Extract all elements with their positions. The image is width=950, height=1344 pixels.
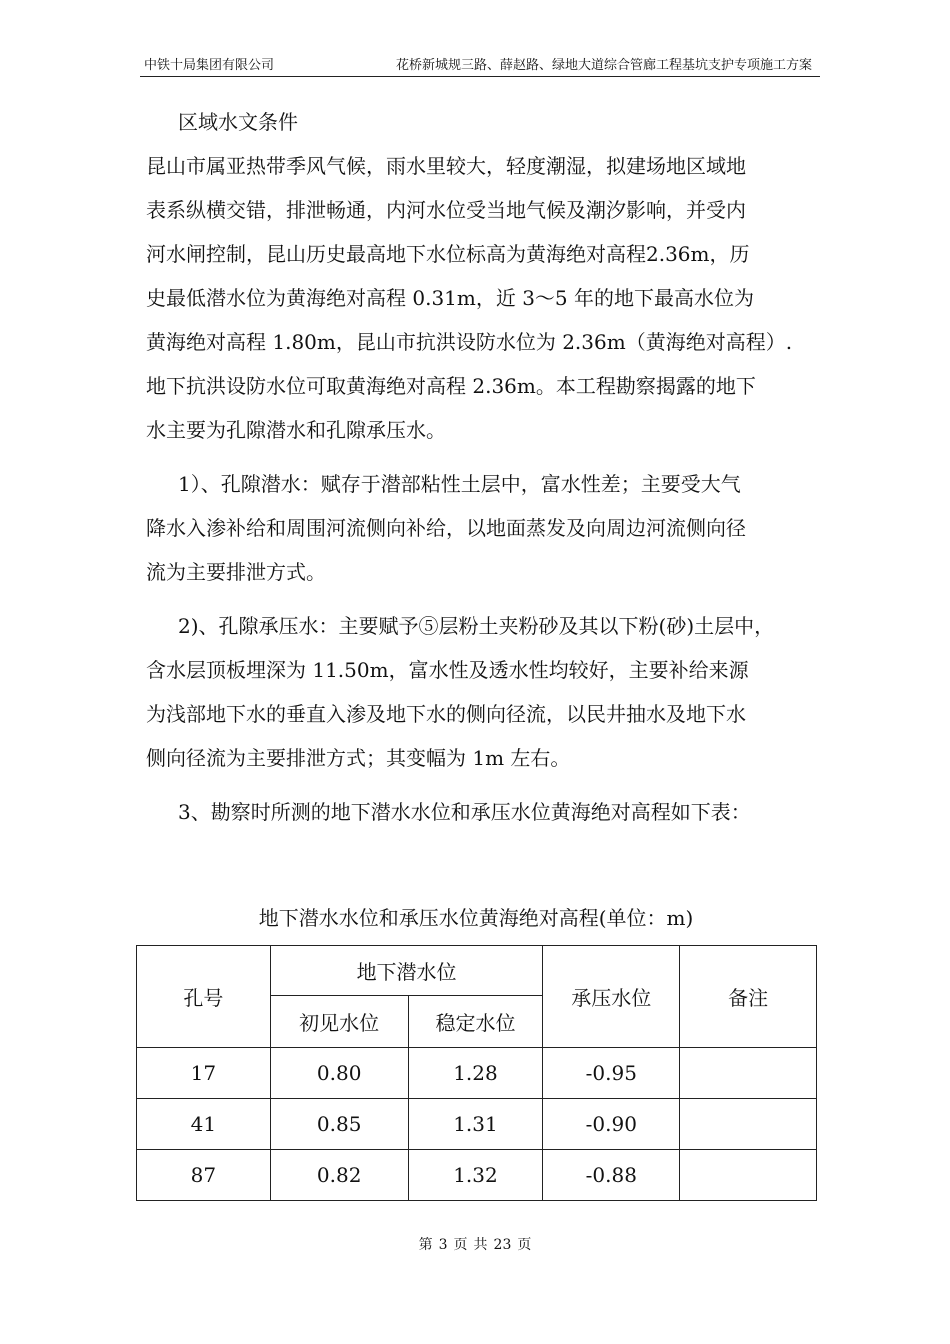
header-company: 中铁十局集团有限公司 xyxy=(144,58,275,73)
cell-hole: 87 xyxy=(137,1150,271,1201)
paragraph-line: 地下抗洪设防水位可取黄海绝对高程 2.36m。本工程勘察揭露的地下 xyxy=(146,374,756,398)
paragraph-line: 2)、孔隙承压水：主要赋予⑤层粉土夹粉砂及其以下粉(砂)土层中， xyxy=(178,614,775,638)
paragraph-phreatic-water xyxy=(146,462,822,594)
header-confined-level: 承压水位 xyxy=(543,946,680,1048)
footer-total-pages: 23 xyxy=(493,1237,512,1253)
cell-remark xyxy=(680,1048,817,1099)
paragraph-line: 河水闸控制，昆山历史最高地下水位标高为黄海绝对高程2.36m，历 xyxy=(146,242,750,266)
paragraph-line: 流为主要排泄方式。 xyxy=(146,560,326,584)
section-title: 区域水文条件 xyxy=(178,110,298,134)
footer-ye: 页 xyxy=(453,1237,468,1253)
header-remark: 备注 xyxy=(680,946,817,1048)
paragraph-line: 1）、孔隙潜水：赋存于潜部粘性土层中，富水性差；主要受大气 xyxy=(178,472,741,496)
cell-stable: 1.31 xyxy=(408,1099,543,1150)
table-row xyxy=(137,1048,817,1099)
paragraph-line: 表系纵横交错，排泄畅通，内河水位受当地气候及潮汐影响，并受内 xyxy=(146,198,746,222)
paragraph-line: 降水入渗补给和周围河流侧向补给，以地面蒸发及向周边河流侧向径 xyxy=(146,516,746,540)
cell-confined: -0.90 xyxy=(543,1099,680,1150)
paragraph-line: 含水层顶板埋深为 11.50m，富水性及透水性均较好，主要补给来源 xyxy=(146,658,749,682)
document-body xyxy=(146,100,822,834)
footer-ye2: 页 xyxy=(517,1237,532,1253)
header-stable-level: 稳定水位 xyxy=(408,996,543,1048)
table-header-row xyxy=(137,946,817,996)
table-row xyxy=(137,1150,817,1201)
cell-hole: 17 xyxy=(137,1048,271,1099)
water-level-table xyxy=(136,945,817,1201)
page-header xyxy=(140,56,820,77)
cell-confined: -0.95 xyxy=(543,1048,680,1099)
header-project-title: 花桥新城规三路、薛赵路、绿地大道综合管廊工程基坑支护专项施工方案 xyxy=(395,58,812,73)
cell-initial: 0.82 xyxy=(270,1150,408,1201)
cell-stable: 1.32 xyxy=(408,1150,543,1201)
header-hole-number: 孔号 xyxy=(137,946,271,1048)
paragraph-line: 水主要为孔隙潜水和孔隙承压水。 xyxy=(146,418,446,442)
table-title: 地下潜水水位和承压水位黄海绝对高程(单位：m) xyxy=(258,906,694,930)
paragraph-line: 史最低潜水位为黄海绝对高程 0.31m，近 3～5 年的地下最高水位为 xyxy=(146,286,755,310)
paragraph-line: 昆山市属亚热带季风气候，雨水里较大，轻度潮湿，拟建场地区域地 xyxy=(146,154,746,178)
page-footer xyxy=(0,1234,950,1254)
cell-initial: 0.80 xyxy=(270,1048,408,1099)
paragraph-line: 3、勘察时所测的地下潜水水位和承压水位黄海绝对高程如下表： xyxy=(178,800,751,824)
paragraph-line: 为浅部地下水的垂直入渗及地下水的侧向径流，以民井抽水及地下水 xyxy=(146,702,746,726)
cell-hole: 41 xyxy=(137,1099,271,1150)
paragraph-confined-water xyxy=(146,604,822,780)
paragraph-measurement-intro xyxy=(146,790,822,834)
cell-remark xyxy=(680,1099,817,1150)
header-initial-level: 初见水位 xyxy=(270,996,408,1048)
cell-initial: 0.85 xyxy=(270,1099,408,1150)
footer-gong: 共 xyxy=(473,1237,488,1253)
paragraph-line: 黄海绝对高程 1.80m，昆山市抗洪设防水位为 2.36m（黄海绝对高程）. xyxy=(146,330,793,354)
footer-di: 第 xyxy=(418,1237,433,1253)
table-row xyxy=(137,1099,817,1150)
cell-confined: -0.88 xyxy=(543,1150,680,1201)
cell-stable: 1.28 xyxy=(408,1048,543,1099)
footer-page-number: 3 xyxy=(438,1237,448,1253)
paragraph-line: 侧向径流为主要排泄方式；其变幅为 1m 左右。 xyxy=(146,746,571,770)
cell-remark xyxy=(680,1150,817,1201)
header-phreatic-level: 地下潜水位 xyxy=(270,946,543,996)
paragraph-regional-hydrology xyxy=(146,144,822,452)
